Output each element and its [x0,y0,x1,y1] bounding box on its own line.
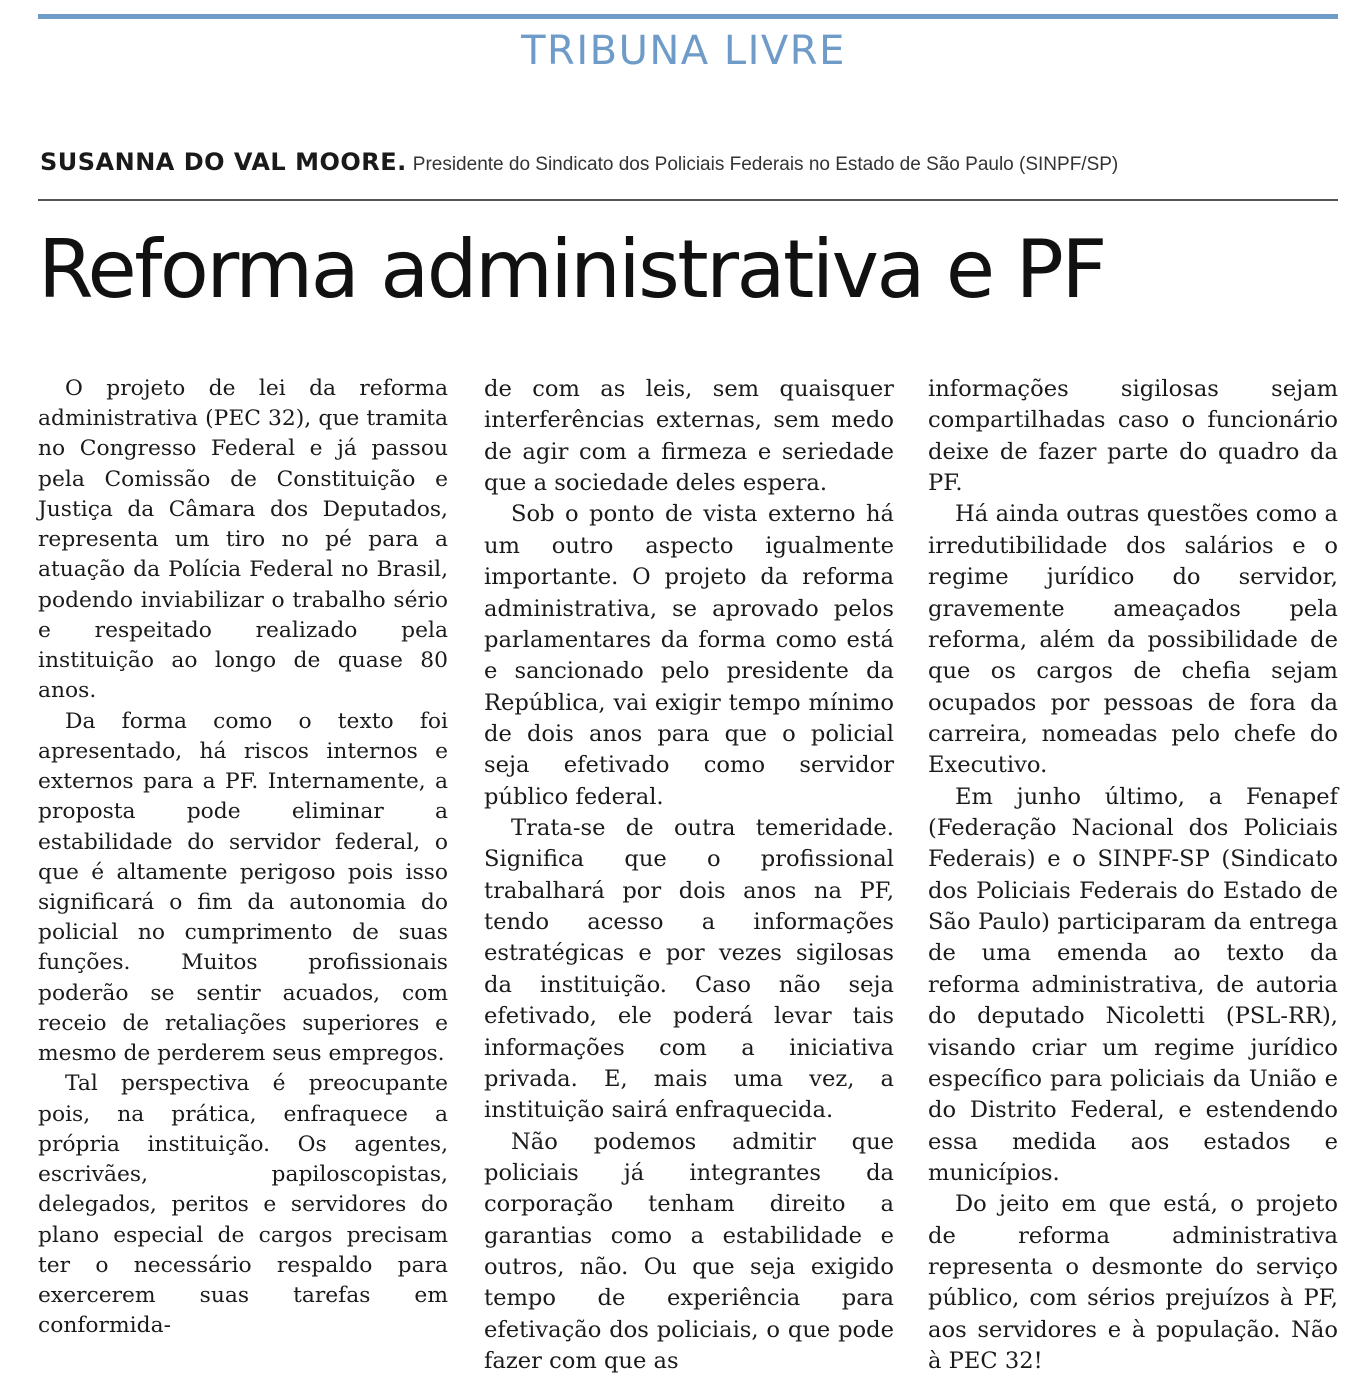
paragraph: Do jeito em que está, o projeto de reforma administrativa representa o desmonte do serviço público, com sérios prejuízos à PF, aos servidores e à população. Não à PEC 32! [928,1191,1338,1375]
article-column-2 [484,374,894,1378]
paragraph: Trata-se de outra temeridade. Significa que o profissional trabalhará por dois anos na PF, tendo acesso a informações estratégicas e por vezes sigilosas da instituição. Caso não seja efetivado, ele poderá levar tais informações com a iniciativa privada. E, mais uma vez, a instituição sairá enfraquecida. [484,815,894,1124]
paragraph-continued: informações sigilosas sejam compartilhadas caso o funcionário deixe de fazer parte do quadro da PF. [928,376,1338,497]
paragraph: Da forma como o texto foi apresentado, há riscos internos e externos para a PF. Internamente, a proposta pode eliminar a estabilidade do servidor federal, o que é altamente perigoso pois isso significará o fim da autonomia do policial no cumprimento de suas funções. Muitos profissionais poderão se sentir acuados, com receio de retaliações superiores e mesmo de perderem seus empregos. [38,708,448,1067]
top-rule [38,14,1338,19]
article-column-1 [38,374,448,1342]
paragraph: Sob o ponto de vista externo há um outro aspecto igualmente importante. O projeto da reforma administrativa, se aprovado pelos parlamentares da forma como está e sancionado pelo presidente da República, vai exigir tempo mínimo de dois anos para que o policial seja efetivado como servidor público federal. [484,501,894,810]
headline: Reforma administrativa e PF [38,223,1105,316]
author-name: SUSANNA DO VAL MOORE. [40,148,407,176]
paragraph: O projeto de lei da reforma administrativa (PEC 32), que tramita no Congresso Federal e já passou pela Comissão de Constituição e Justiça da Câmara dos Deputados, representa um tiro no pé para a atuação da Polícia Federal no Brasil, podendo inviabilizar o trabalho sério e respeitado realizado pela instituição ao longo de quase 80 anos. [38,376,448,704]
paragraph: Tal perspectiva é preocupante pois, na prática, enfraquece a própria instituição. Os agentes, escrivães, papiloscopistas, delegados, peritos e servidores do plano especial de cargos precisam ter o necessário respaldo para exercerem suas tarefas em conformida- [38,1071,448,1339]
byline-divider [38,199,1338,201]
author-role: Presidente do Sindicato dos Policiais Federais no Estado de São Paulo (SINPF/SP) [412,154,1119,175]
paragraph-continued: de com as leis, sem quaisquer interferências externas, sem medo de agir com a firmeza e seriedade que a sociedade deles espera. [484,376,894,497]
byline [40,148,1340,176]
article-column-3 [928,374,1338,1378]
paragraph: Há ainda outras questões como a irredutibilidade dos salários e o regime jurídico do servidor, gravemente ameaçados pela reforma, além da possibilidade de que os cargos de chefia sejam ocupados por pessoas de fora da carreira, nomeadas pelo chefe do Executivo. [928,501,1338,779]
paragraph: Em junho último, a Fenapef (Federação Nacional dos Policiais Federais) e o SINPF-SP (Sindicato dos Policiais Federais do Estado de São Paulo) participaram da entrega de uma emenda ao texto da reforma administrativa, de autoria do deputado Nicoletti (PSL-RR), visando criar um regime jurídico específico para policiais da União e do Distrito Federal, e estendendo essa medida aos estados e municípios. [928,783,1338,1186]
paragraph: Não podemos admitir que policiais já integrantes da corporação tenham direito a garantias como a estabilidade e outros, não. Ou que seja exigido tempo de experiência para efetivação dos policiais, o que pode fazer com que as [484,1128,894,1375]
section-title: TRIBUNA LIVRE [521,28,846,74]
